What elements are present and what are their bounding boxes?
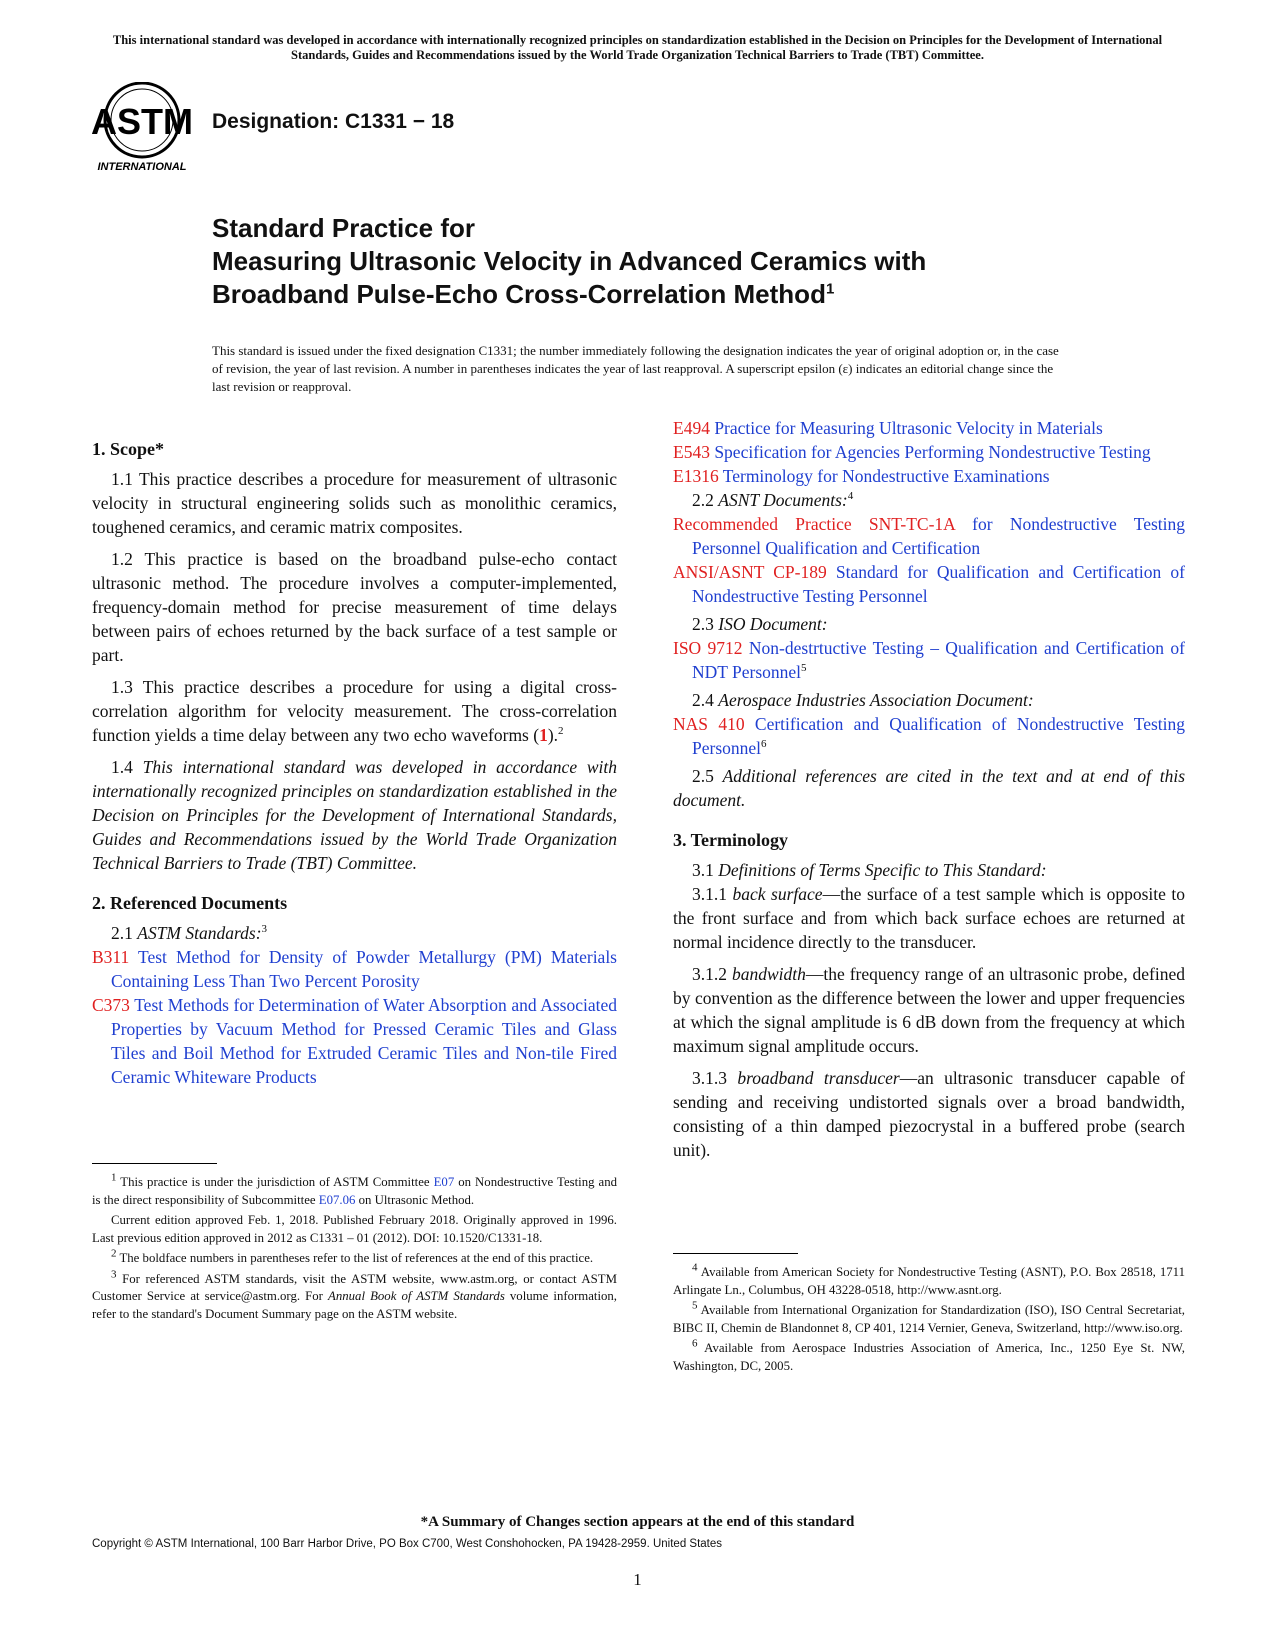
scope-p3: 1.3 This practice describes a procedure for using a digital cross-correlation algorithm for velocity measurement. The cross-correlation function yields a time delay between any two echo waveforms (1).$^2$ bbox=[92, 677, 617, 745]
title-footnote-mark: 1 bbox=[825, 280, 835, 298]
reference-link[interactable]: 1 bbox=[539, 725, 548, 745]
summary-notice: *A Summary of Changes section appears at the end of this standard bbox=[420, 1514, 855, 1530]
ref-c373[interactable]: C373 Test Methods for Determination of Water Absorption and Associated Properties by Vacuum Method for Pressed Ceramic Tiles and Glass Tiles and Boil Method for Extruded Ceramic Tiles and Non-tile Fired Ceramic Whiteware Products bbox=[92, 995, 617, 1087]
footnote-1: $^1$ This practice is under the jurisdiction of ASTM Committee E07 on Nondestructive Testing and is the direct responsibility of Subcommittee E07.06 on Ultrasonic Method. bbox=[92, 1171, 617, 1207]
footnote-3: $^3$ For referenced ASTM standards, visit the ASTM website, www.astm.org, or contact ASTM Customer Service at service@astm.org. For Annual Book of ASTM Standards volume information, refer to the standard's Document Summary page on the ASTM website. bbox=[92, 1268, 617, 1321]
title-line-3: Broadband Pulse-Echo Cross-Correlation Method bbox=[212, 279, 826, 309]
scope-p4: 1.4 This international standard was developed in accordance with internationally recognized principles on standardization established in the Decision on Principles for the Development of International Standards, Guides and Recommendations issued by the World Trade Organization Technical Barriers to Trade (TBT) Committee. bbox=[92, 757, 618, 873]
referenced-heading: 2. Referenced Documents bbox=[92, 893, 288, 913]
scope-p2: 1.2 This practice is based on the broadband pulse-echo contact ultrasonic method. The procedure involves a computer-implemented, frequency-domain method for precise measurement of time delays between pairs of echoes returned by the back surface of a test sample or part. bbox=[92, 549, 617, 665]
issued-note: This standard is issued under the fixed designation C1331; the number immediately following the designation indicates the year of original adoption or, in the case of revision, the year of last revision. A number in parentheses indicates the year of last reapproval. A superscript epsilon (ε) indicates an editorial change since the last revision or reapproval. bbox=[212, 343, 1059, 394]
copyright: Copyright © ASTM International, 100 Barr Harbor Drive, PO Box C700, West Conshohocken, PA 19428-2959. United States bbox=[92, 1538, 723, 1550]
scope-heading: 1. Scope* bbox=[92, 439, 164, 459]
footnote-4: $^4$ Available from American Society for Nondestructive Testing (ASNT), P.O. Box 28518, 1711 Arlingate Ln., Columbus, OH 43228-0518, http://www.asnt.org. bbox=[673, 1261, 1185, 1297]
term-bandwidth: 3.1.2 bandwidth—the frequency range of an ultrasonic probe, defined by convention as the difference between the lower and upper frequencies at which the signal amplitude is 6 dB down from the frequency at which maximum signal amplitude occurs. bbox=[673, 964, 1186, 1056]
subcommittee-link[interactable]: E07.06 bbox=[318, 1192, 356, 1207]
page-number: 1 bbox=[633, 1570, 642, 1589]
term-back-surface: 3.1.1 back surface—the surface of a test sample which is opposite to the front surface and from which back surface echoes are returned at normal incidence directly to the transducer. bbox=[673, 884, 1186, 952]
left-column bbox=[92, 437, 617, 1097]
right-footnotes bbox=[673, 1253, 1185, 1378]
astm-logo-icon bbox=[92, 82, 197, 174]
logo-org-text: ASTM bbox=[92, 101, 193, 142]
astm-standards-label: 2.1 ASTM Standards:$^3$ bbox=[111, 923, 268, 943]
header-notice: This international standard was developed in accordance with internationally recognized principles on standardization established in the Decision on Principles for the Development of International Standards, Guides and Recommendations issued by the World Trade Organization Technical Barriers to Trade (TBT) Committee. bbox=[112, 33, 1163, 62]
ref-nas-410[interactable]: NAS 410 Certification and Qualification of Nondestructive Testing Personnel$^6$ bbox=[673, 714, 1186, 758]
footnote-rule bbox=[92, 1163, 217, 1164]
ref-e1316[interactable]: E1316 Terminology for Nondestructive Examinations bbox=[673, 466, 1050, 486]
definitions-label: 3.1 Definitions of Terms Specific to This Standard: bbox=[692, 860, 1047, 880]
footnote-1-edition: Current edition approved Feb. 1, 2018. Published February 2018. Originally approved in 1996. Last previous edition approved in 2012 as C1331 – 01 (2012). DOI: 10.1520/C1331-18. bbox=[92, 1213, 617, 1245]
designation: Designation: C1331 − 18 bbox=[212, 110, 455, 133]
astm-logo bbox=[92, 82, 197, 174]
committee-link[interactable]: E07 bbox=[433, 1175, 455, 1189]
terminology-heading: 3. Terminology bbox=[673, 830, 789, 850]
ref-iso-9712[interactable]: ISO 9712 Non-destrtuctive Testing – Qualification and Certification of NDT Personnel$^5$ bbox=[673, 638, 1185, 682]
ref-b311[interactable]: B311 Test Method for Density of Powder Metallurgy (PM) Materials Containing Less Than Two Percent Porosity bbox=[92, 947, 617, 991]
ref-e543[interactable]: E543 Specification for Agencies Performing Nondestructive Testing bbox=[673, 442, 1151, 462]
logo-label-text: INTERNATIONAL bbox=[97, 161, 187, 173]
footnote-2: $^2$ The boldface numbers in parentheses refer to the list of references at the end of this practice. bbox=[111, 1247, 594, 1265]
ref-cp-189[interactable]: ANSI/ASNT CP-189 Standard for Qualification and Certification of Nondestructive Testing Personnel bbox=[673, 562, 1185, 606]
title-line-2: Measuring Ultrasonic Velocity in Advanced Ceramics with bbox=[212, 246, 927, 276]
footnote-5: $^5$ Available from International Organization for Standardization (ISO), ISO Central Secretariat, BIBC II, Chemin de Blandonnet 8, CP 401, 1214 Vernier, Geneva, Switzerland, http://www.iso.org. bbox=[673, 1299, 1185, 1335]
footnote-6: $^6$ Available from Aerospace Industries Association of America, Inc., 1250 Eye St. NW, Washington, DC, 2005. bbox=[673, 1337, 1185, 1373]
title-line-1: Standard Practice for bbox=[212, 213, 475, 243]
footnote-rule bbox=[673, 1253, 798, 1254]
ref-snt-tc-1a[interactable]: Recommended Practice SNT-TC-1A for Nondestructive Testing Personnel Qualification and Certification bbox=[673, 514, 1186, 558]
right-column bbox=[673, 416, 1185, 1170]
aia-document-label: 2.4 Aerospace Industries Association Document: bbox=[692, 690, 1034, 710]
iso-document-label: 2.3 ISO Document: bbox=[692, 614, 828, 634]
term-broadband-transducer: 3.1.3 broadband transducer—an ultrasonic transducer capable of sending and receiving undistorted signals over a broad bandwidth, consisting of a thin damped piezocrystal in a buffered probe (search unit). bbox=[673, 1068, 1186, 1160]
asnt-documents-label: 2.2 ASNT Documents:$^4$ bbox=[692, 490, 854, 510]
ref-e494[interactable]: E494 Practice for Measuring Ultrasonic Velocity in Materials bbox=[673, 418, 1103, 438]
additional-references: 2.5 Additional references are cited in the text and at end of this document. bbox=[673, 766, 1186, 810]
document-title bbox=[212, 212, 926, 311]
left-footnotes bbox=[92, 1163, 617, 1326]
scope-p1: 1.1 This practice describes a procedure for measurement of ultrasonic velocity in structural engineering solids such as monolithic ceramics, toughened ceramics, and ceramic matrix composites. bbox=[92, 469, 617, 537]
